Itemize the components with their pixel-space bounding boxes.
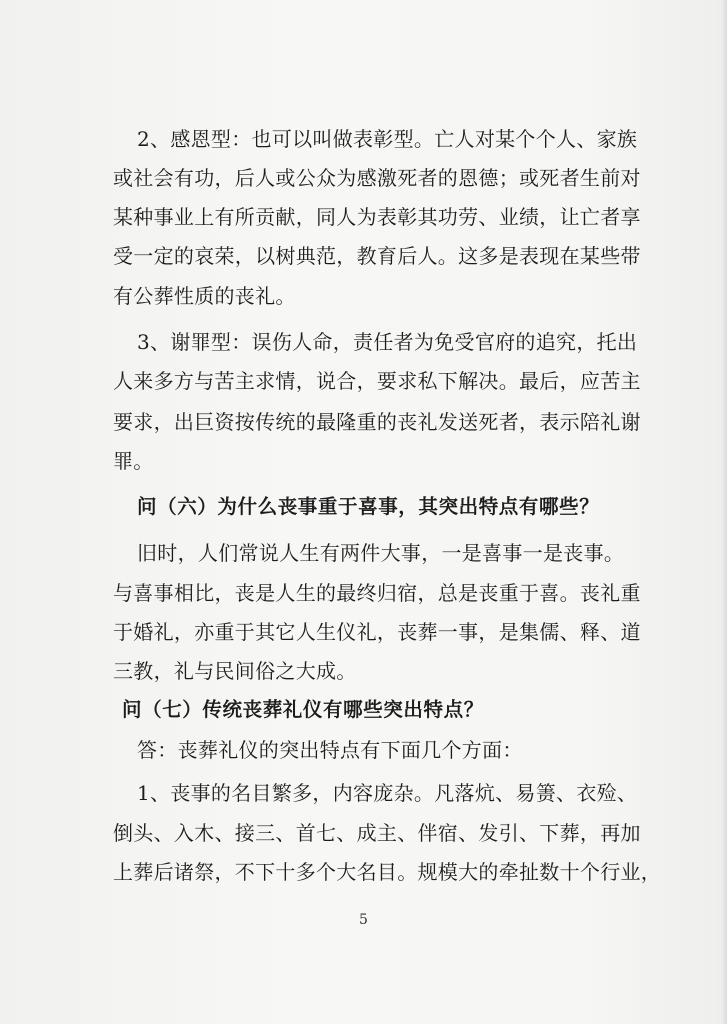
section-heading: 问（七）传统丧葬礼仪有哪些突出特点？ (122, 698, 484, 721)
text-line: 2、感恩型：也可以叫做表彰型。亡人对某个个人、家族 (137, 127, 638, 151)
text-line: 旧时，人们常说人生有两件大事，一是喜事一是丧事。 (137, 541, 625, 565)
text-line: 人来多方与苦主求情，说合，要求私下解决。最后，应苦主 (113, 369, 641, 393)
text-line: 三教，礼与民间俗之大成。 (113, 659, 357, 683)
section-heading: 问（六）为什么丧事重于喜事，其突出特点有哪些？ (137, 495, 600, 518)
text-line: 与喜事相比，丧是人生的最终归宿，总是丧重于喜。丧礼重 (113, 581, 641, 605)
text-line: 倒头、入木、接三、首七、成主、伴宿、发引、下葬，再加 (113, 821, 641, 845)
text-line: 受一定的哀荣，以树典范，教育后人。这多是表现在某些带 (113, 244, 641, 268)
text-line: 罪。 (113, 449, 154, 473)
text-line: 某种事业上有所贡献，同人为表彰其功劳、业绩，让亡者享 (113, 205, 641, 229)
text-line: 于婚礼，亦重于其它人生仪礼，丧葬一事，是集儒、释、道 (113, 620, 641, 644)
text-line: 或社会有功，后人或公众为感激死者的恩德；或死者生前对 (113, 166, 641, 190)
text-line: 答：丧葬礼仪的突出特点有下面几个方面： (137, 738, 523, 762)
text-line: 上葬后诸祭，不下十多个大名目。规模大的牵扯数十个行业， (113, 860, 662, 884)
scan-shadow-edge (721, 0, 727, 1024)
text-line: 要求，出巨资按传统的最隆重的丧礼发送死者，表示陪礼谢 (113, 410, 641, 434)
page-number: 5 (359, 912, 368, 928)
text-line: 1、丧事的名目繁多，内容庞杂。凡落炕、易箦、衣殓、 (137, 781, 638, 805)
text-line: 有公葬性质的丧礼。 (113, 284, 296, 308)
text-line: 3、谢罪型：误伤人命，责任者为免受官府的追究，托出 (137, 330, 638, 354)
